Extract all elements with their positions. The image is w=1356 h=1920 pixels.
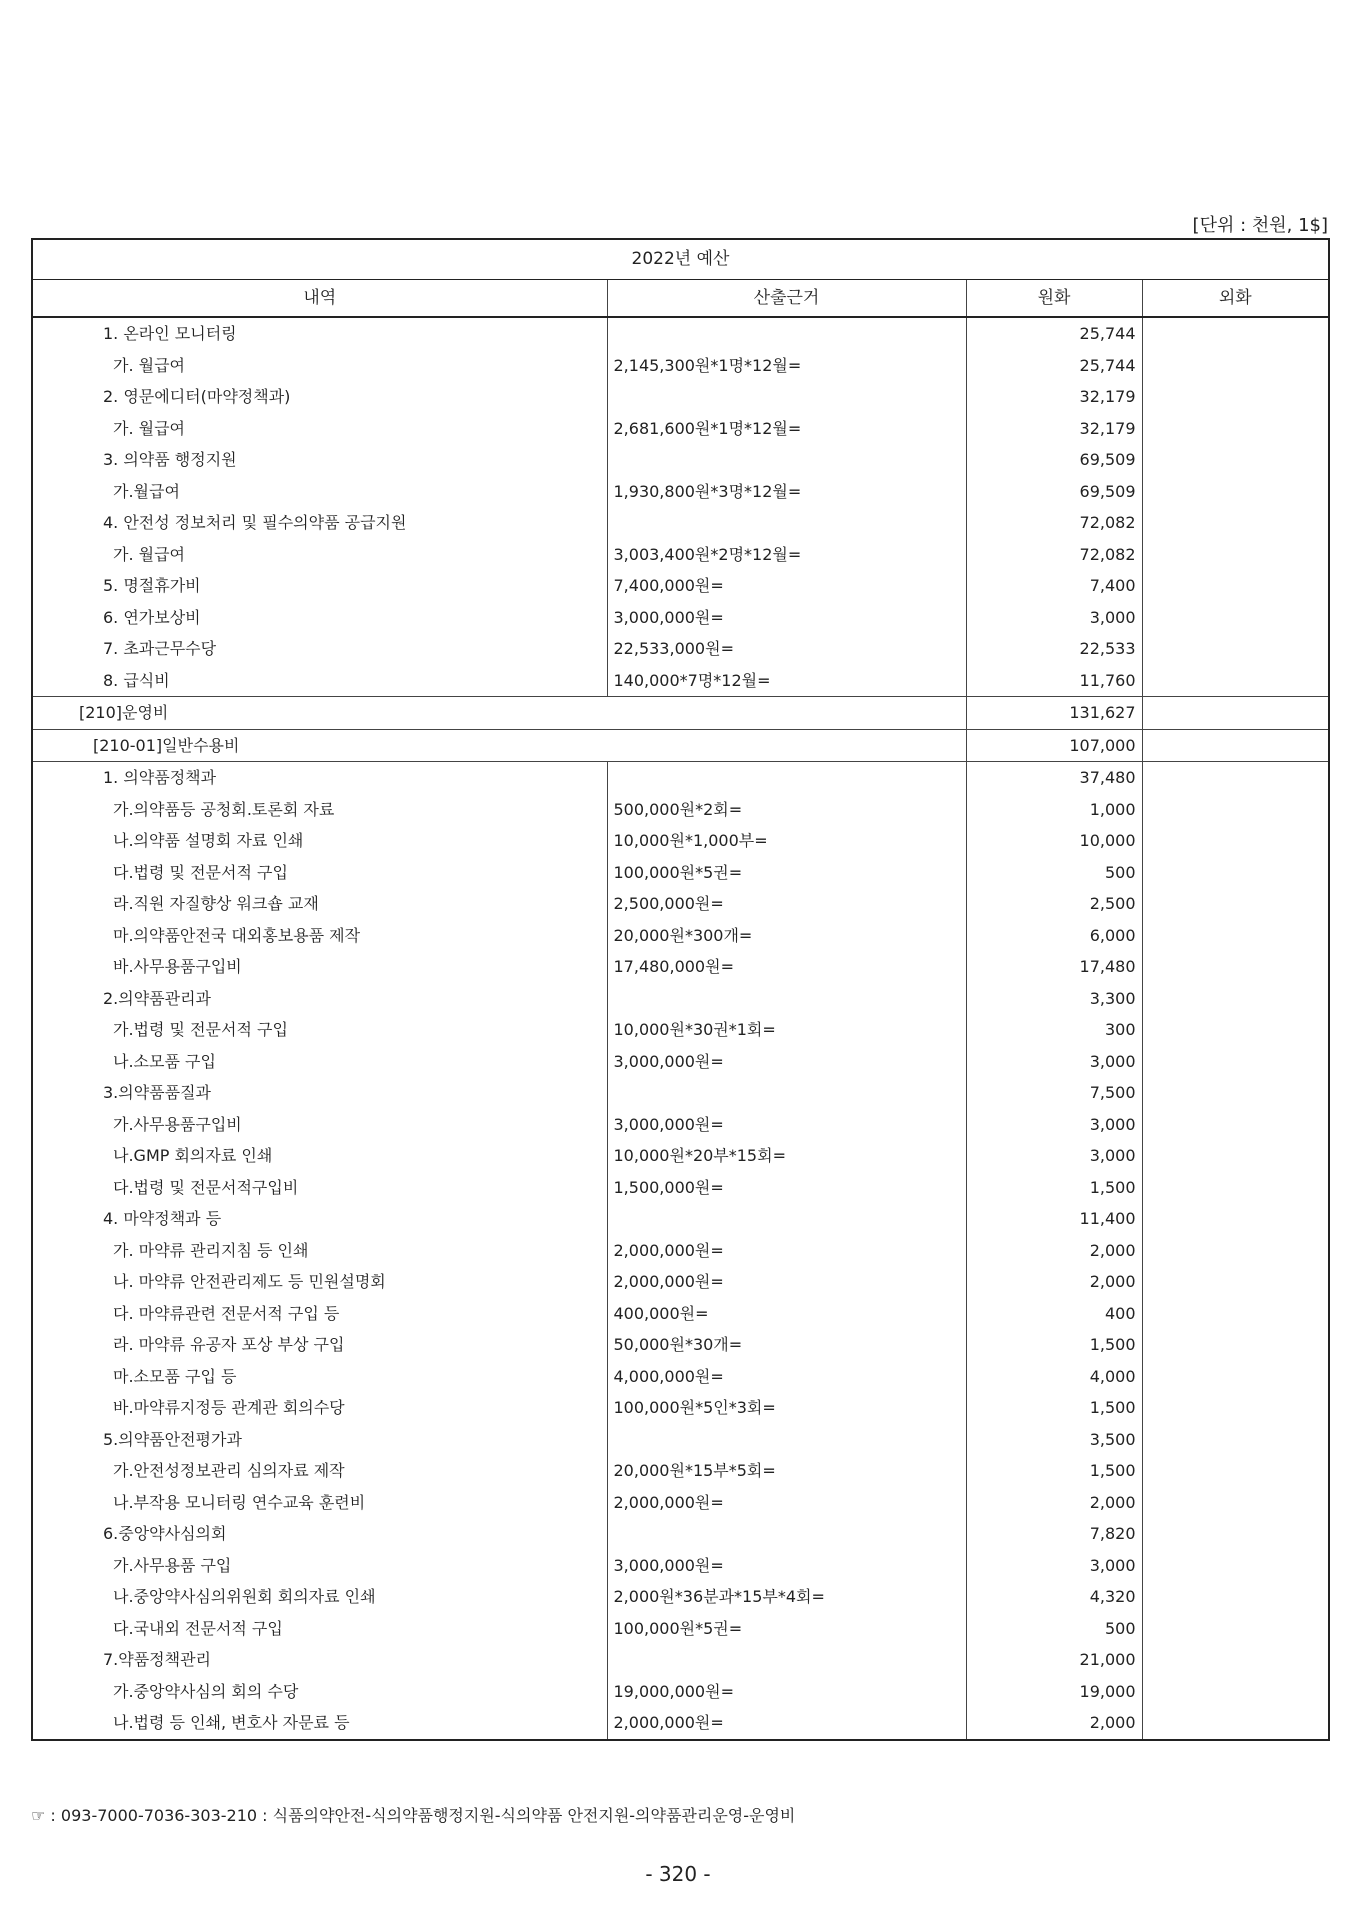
row-basis: 100,000원*5권= [607, 857, 966, 889]
row-label: 6.중앙약사심의회 [32, 1518, 607, 1550]
row-label: 나. 마약류 안전관리제도 등 민원설명회 [32, 1266, 607, 1298]
row-krw: 500 [966, 857, 1142, 889]
row-label: 나.의약품 설명회 자료 인쇄 [32, 825, 607, 857]
section-foreign [1142, 729, 1329, 762]
row-label: 나.법령 등 인쇄, 변호사 자문료 등 [32, 1707, 607, 1740]
row-basis: 3,000,000원= [607, 1550, 966, 1582]
row-label: 마.의약품안전국 대외홍보용품 제작 [32, 920, 607, 952]
row-krw: 19,000 [966, 1676, 1142, 1708]
row-krw: 32,179 [966, 413, 1142, 445]
row-krw: 32,179 [966, 381, 1142, 413]
row-foreign [1142, 1487, 1329, 1519]
row-basis: 100,000원*5인*3회= [607, 1392, 966, 1424]
row-basis [607, 444, 966, 476]
row-foreign [1142, 602, 1329, 634]
row-basis: 1,500,000원= [607, 1172, 966, 1204]
table-row [32, 1140, 1329, 1172]
row-label: 1. 의약품정책과 [32, 762, 607, 794]
table-row [32, 1392, 1329, 1424]
row-foreign [1142, 476, 1329, 508]
row-label: 다. 마약류관련 전문서적 구입 등 [32, 1298, 607, 1330]
table-row [32, 1487, 1329, 1519]
row-basis: 17,480,000원= [607, 951, 966, 983]
row-foreign [1142, 633, 1329, 665]
table-row [32, 1550, 1329, 1582]
row-foreign [1142, 1298, 1329, 1330]
row-foreign [1142, 1392, 1329, 1424]
row-foreign [1142, 1676, 1329, 1708]
table-row [32, 888, 1329, 920]
row-basis: 4,000,000원= [607, 1361, 966, 1393]
row-foreign [1142, 1329, 1329, 1361]
table-row [32, 539, 1329, 571]
table-row [32, 1266, 1329, 1298]
row-krw: 2,000 [966, 1266, 1142, 1298]
section-row [32, 697, 1329, 730]
footnote: ☞ : 093-7000-7036-303-210 : 식품의약안전-식의약품행정지원-식의약품 안전지원-의약품관리운영-운영비 [31, 1806, 796, 1825]
row-krw: 22,533 [966, 633, 1142, 665]
table-row [32, 1298, 1329, 1330]
row-krw: 1,500 [966, 1392, 1142, 1424]
row-basis [607, 1203, 966, 1235]
row-foreign [1142, 857, 1329, 889]
row-krw: 25,744 [966, 350, 1142, 382]
row-foreign [1142, 794, 1329, 826]
row-foreign [1142, 1613, 1329, 1645]
row-basis: 400,000원= [607, 1298, 966, 1330]
row-basis [607, 1518, 966, 1550]
row-basis [607, 762, 966, 794]
row-foreign [1142, 1077, 1329, 1109]
table-row [32, 794, 1329, 826]
header-krw: 원화 [966, 280, 1142, 318]
row-label: 가. 월급여 [32, 539, 607, 571]
row-foreign [1142, 920, 1329, 952]
table-row [32, 665, 1329, 697]
row-krw: 69,509 [966, 476, 1142, 508]
row-basis: 1,930,800원*3명*12월= [607, 476, 966, 508]
row-foreign [1142, 539, 1329, 571]
table-row [32, 1203, 1329, 1235]
row-krw: 25,744 [966, 317, 1142, 350]
row-label: 가.월급여 [32, 476, 607, 508]
row-foreign [1142, 317, 1329, 350]
budget-table-wrap [31, 238, 1328, 1741]
table-row [32, 444, 1329, 476]
row-label: 3.의약품품질과 [32, 1077, 607, 1109]
row-basis: 2,000,000원= [607, 1266, 966, 1298]
row-label: 가.사무용품 구입 [32, 1550, 607, 1582]
row-label: 가. 월급여 [32, 350, 607, 382]
row-foreign [1142, 1361, 1329, 1393]
row-krw: 3,000 [966, 1140, 1142, 1172]
row-krw: 7,500 [966, 1077, 1142, 1109]
row-krw: 3,000 [966, 602, 1142, 634]
row-krw: 1,500 [966, 1455, 1142, 1487]
row-label: 다.국내외 전문서적 구입 [32, 1613, 607, 1645]
row-krw: 10,000 [966, 825, 1142, 857]
table-row [32, 317, 1329, 350]
table-row [32, 1518, 1329, 1550]
row-basis: 2,000,000원= [607, 1707, 966, 1740]
row-label: 2.의약품관리과 [32, 983, 607, 1015]
table-row [32, 602, 1329, 634]
row-basis: 19,000,000원= [607, 1676, 966, 1708]
row-basis: 2,500,000원= [607, 888, 966, 920]
row-label: 8. 급식비 [32, 665, 607, 697]
row-krw: 3,300 [966, 983, 1142, 1015]
row-foreign [1142, 983, 1329, 1015]
row-krw: 2,000 [966, 1487, 1142, 1519]
row-label: 7.약품정책관리 [32, 1644, 607, 1676]
row-basis: 3,000,000원= [607, 1109, 966, 1141]
row-foreign [1142, 350, 1329, 382]
table-row [32, 476, 1329, 508]
row-krw: 1,500 [966, 1329, 1142, 1361]
page-number: - 320 - [645, 1862, 711, 1886]
row-foreign [1142, 570, 1329, 602]
table-row [32, 570, 1329, 602]
table-row [32, 983, 1329, 1015]
row-label: 4. 안전성 정보처리 및 필수의약품 공급지원 [32, 507, 607, 539]
table-row [32, 1109, 1329, 1141]
row-label: 2. 영문에디터(마약정책과) [32, 381, 607, 413]
row-label: 1. 온라인 모니터링 [32, 317, 607, 350]
row-krw: 21,000 [966, 1644, 1142, 1676]
row-label: 마.소모품 구입 등 [32, 1361, 607, 1393]
row-krw: 72,082 [966, 507, 1142, 539]
row-foreign [1142, 1235, 1329, 1267]
row-foreign [1142, 951, 1329, 983]
row-foreign [1142, 413, 1329, 445]
row-krw: 11,760 [966, 665, 1142, 697]
table-row [32, 1046, 1329, 1078]
header-basis: 산출근거 [607, 280, 966, 318]
row-foreign [1142, 1518, 1329, 1550]
table-row [32, 1077, 1329, 1109]
row-basis: 3,000,000원= [607, 1046, 966, 1078]
table-row [32, 825, 1329, 857]
section-label: [210-01]일반수용비 [32, 729, 966, 762]
row-label: 라.직원 자질향상 워크숍 교재 [32, 888, 607, 920]
table-row [32, 1424, 1329, 1456]
table-row [32, 381, 1329, 413]
table-row [32, 762, 1329, 794]
table-row [32, 413, 1329, 445]
row-basis: 20,000원*300개= [607, 920, 966, 952]
row-foreign [1142, 1707, 1329, 1740]
row-foreign [1142, 1455, 1329, 1487]
row-basis [607, 317, 966, 350]
row-basis: 20,000원*15부*5회= [607, 1455, 966, 1487]
row-basis: 3,003,400원*2명*12월= [607, 539, 966, 571]
row-basis: 22,533,000원= [607, 633, 966, 665]
row-krw: 4,000 [966, 1361, 1142, 1393]
section-krw: 131,627 [966, 697, 1142, 730]
row-basis [607, 1424, 966, 1456]
row-basis: 2,000원*36분과*15부*4회= [607, 1581, 966, 1613]
row-label: 가.법령 및 전문서적 구입 [32, 1014, 607, 1046]
row-label: 라. 마약류 유공자 포상 부상 구입 [32, 1329, 607, 1361]
table-row [32, 1455, 1329, 1487]
row-basis: 2,000,000원= [607, 1487, 966, 1519]
row-basis: 7,400,000원= [607, 570, 966, 602]
row-krw: 1,500 [966, 1172, 1142, 1204]
row-label: 가. 마약류 관리지침 등 인쇄 [32, 1235, 607, 1267]
row-label: 6. 연가보상비 [32, 602, 607, 634]
unit-note: [단위 : 천원, 1$] [1192, 215, 1328, 236]
table-row [32, 1644, 1329, 1676]
row-label: 가.의약품등 공청회.토론회 자료 [32, 794, 607, 826]
row-label: 가.안전성정보관리 심의자료 제작 [32, 1455, 607, 1487]
table-row [32, 1235, 1329, 1267]
row-krw: 72,082 [966, 539, 1142, 571]
table-row [32, 920, 1329, 952]
table-row [32, 857, 1329, 889]
row-foreign [1142, 1424, 1329, 1456]
row-basis: 10,000원*20부*15회= [607, 1140, 966, 1172]
row-label: 5.의약품안전평가과 [32, 1424, 607, 1456]
row-basis: 10,000원*30권*1회= [607, 1014, 966, 1046]
section-krw: 107,000 [966, 729, 1142, 762]
row-krw: 7,400 [966, 570, 1142, 602]
row-krw: 300 [966, 1014, 1142, 1046]
row-label: 바.마약류지정등 관계관 회의수당 [32, 1392, 607, 1424]
table-title: 2022년 예산 [32, 239, 1329, 280]
table-row [32, 1613, 1329, 1645]
row-label: 나.소모품 구입 [32, 1046, 607, 1078]
row-foreign [1142, 825, 1329, 857]
row-foreign [1142, 1581, 1329, 1613]
row-krw: 2,000 [966, 1707, 1142, 1740]
row-foreign [1142, 1644, 1329, 1676]
row-label: 다.법령 및 전문서적구입비 [32, 1172, 607, 1204]
header-description: 내역 [32, 280, 607, 318]
row-label: 다.법령 및 전문서적 구입 [32, 857, 607, 889]
row-foreign [1142, 762, 1329, 794]
row-krw: 500 [966, 1613, 1142, 1645]
row-foreign [1142, 1109, 1329, 1141]
row-krw: 3,000 [966, 1109, 1142, 1141]
row-krw: 3,000 [966, 1550, 1142, 1582]
table-row [32, 1361, 1329, 1393]
row-label: 나.GMP 회의자료 인쇄 [32, 1140, 607, 1172]
row-label: 가.사무용품구입비 [32, 1109, 607, 1141]
row-foreign [1142, 1014, 1329, 1046]
row-label: 나.부작용 모니터링 연수교육 훈련비 [32, 1487, 607, 1519]
table-row [32, 1707, 1329, 1740]
table-row [32, 1581, 1329, 1613]
row-krw: 3,000 [966, 1046, 1142, 1078]
section-foreign [1142, 697, 1329, 730]
budget-table [31, 238, 1330, 1741]
row-basis [607, 1077, 966, 1109]
row-label: 4. 마약정책과 등 [32, 1203, 607, 1235]
row-basis [607, 983, 966, 1015]
row-label: 5. 명절휴가비 [32, 570, 607, 602]
row-krw: 3,500 [966, 1424, 1142, 1456]
row-foreign [1142, 1046, 1329, 1078]
row-basis [607, 1644, 966, 1676]
row-basis [607, 507, 966, 539]
row-basis: 140,000*7명*12월= [607, 665, 966, 697]
header-foreign: 외화 [1142, 280, 1329, 318]
row-label: 가. 월급여 [32, 413, 607, 445]
row-basis: 50,000원*30개= [607, 1329, 966, 1361]
row-basis: 2,000,000원= [607, 1235, 966, 1267]
row-krw: 2,500 [966, 888, 1142, 920]
row-foreign [1142, 507, 1329, 539]
row-foreign [1142, 381, 1329, 413]
row-basis: 10,000원*1,000부= [607, 825, 966, 857]
row-foreign [1142, 1203, 1329, 1235]
table-row [32, 951, 1329, 983]
row-basis: 2,681,600원*1명*12월= [607, 413, 966, 445]
row-krw: 400 [966, 1298, 1142, 1330]
row-label: 바.사무용품구입비 [32, 951, 607, 983]
row-label: 나.중앙약사심의위원회 회의자료 인쇄 [32, 1581, 607, 1613]
row-foreign [1142, 444, 1329, 476]
table-row [32, 1172, 1329, 1204]
row-foreign [1142, 1266, 1329, 1298]
row-foreign [1142, 1140, 1329, 1172]
row-basis: 500,000원*2회= [607, 794, 966, 826]
table-row [32, 1014, 1329, 1046]
row-basis: 2,145,300원*1명*12월= [607, 350, 966, 382]
row-krw: 2,000 [966, 1235, 1142, 1267]
row-label: 7. 초과근무수당 [32, 633, 607, 665]
section-row [32, 729, 1329, 762]
row-foreign [1142, 665, 1329, 697]
table-row [32, 633, 1329, 665]
row-label: 3. 의약품 행정지원 [32, 444, 607, 476]
row-krw: 7,820 [966, 1518, 1142, 1550]
row-basis [607, 381, 966, 413]
table-row [32, 1329, 1329, 1361]
row-basis: 100,000원*5권= [607, 1613, 966, 1645]
table-row [32, 350, 1329, 382]
row-foreign [1142, 888, 1329, 920]
row-krw: 6,000 [966, 920, 1142, 952]
row-krw: 11,400 [966, 1203, 1142, 1235]
row-krw: 4,320 [966, 1581, 1142, 1613]
row-krw: 17,480 [966, 951, 1142, 983]
row-krw: 1,000 [966, 794, 1142, 826]
row-foreign [1142, 1550, 1329, 1582]
row-basis: 3,000,000원= [607, 602, 966, 634]
table-row [32, 1676, 1329, 1708]
row-krw: 69,509 [966, 444, 1142, 476]
row-foreign [1142, 1172, 1329, 1204]
section-label: [210]운영비 [32, 697, 966, 730]
row-krw: 37,480 [966, 762, 1142, 794]
row-label: 가.중앙약사심의 회의 수당 [32, 1676, 607, 1708]
table-row [32, 507, 1329, 539]
